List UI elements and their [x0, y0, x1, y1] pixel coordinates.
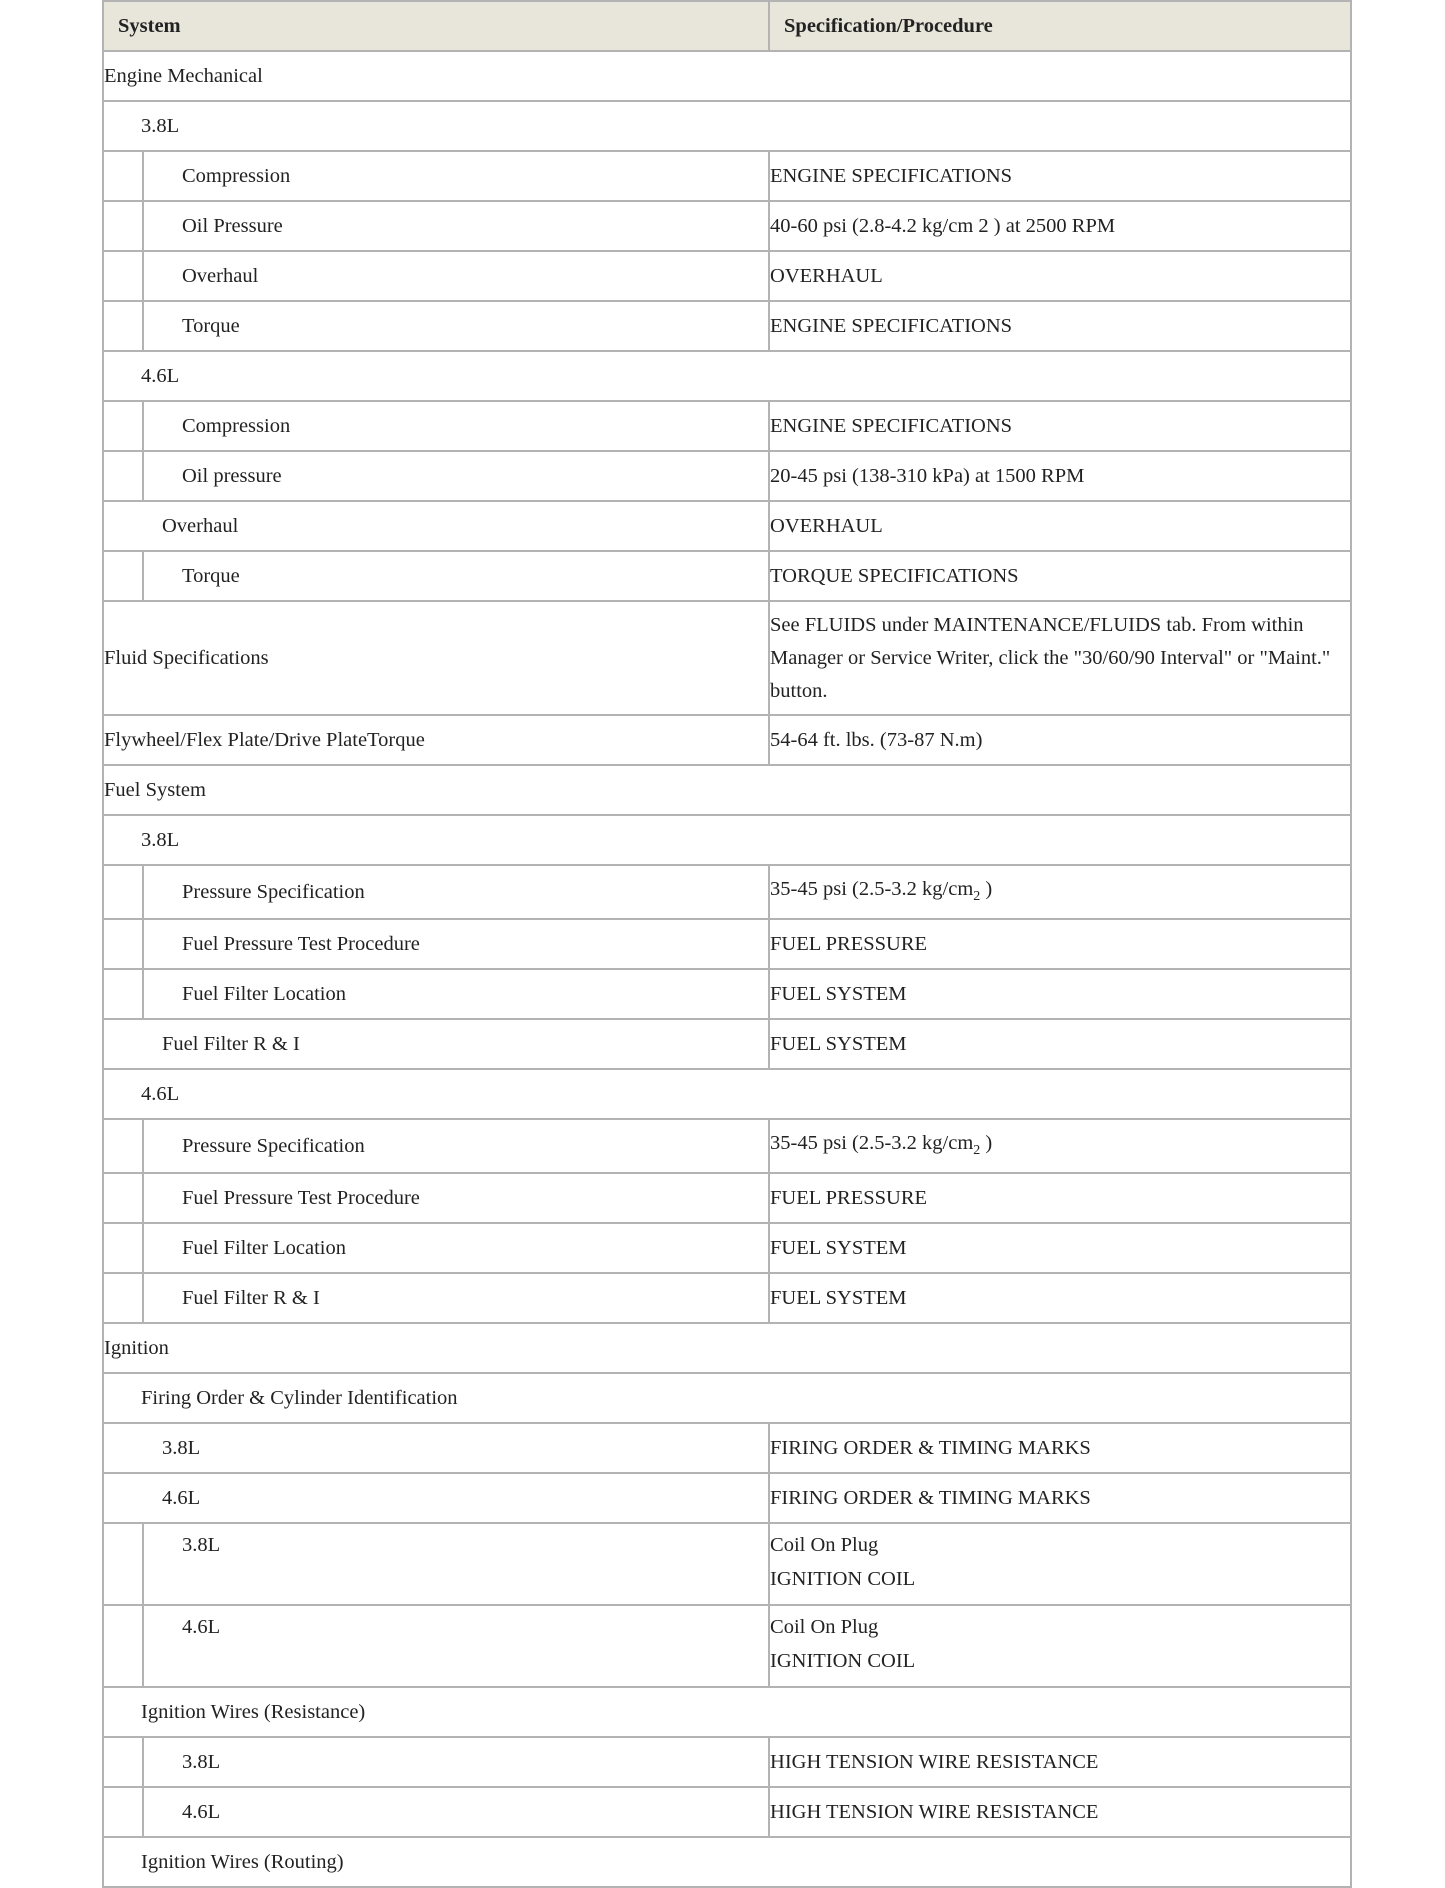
row-value-link[interactable]: TORQUE SPECIFICATIONS	[769, 551, 1351, 601]
row-value	[769, 1119, 1351, 1173]
row-label: Pressure Specification	[143, 1119, 769, 1173]
row-label: 3.8L	[143, 1523, 769, 1605]
row-value-link[interactable]: FUEL SYSTEM	[769, 1273, 1351, 1323]
subsection-4-6l: 4.6L	[103, 351, 1351, 401]
row-label: Fuel Filter Location	[143, 1223, 769, 1273]
table-header-row	[103, 1, 1351, 51]
indent-cell	[103, 451, 143, 501]
table-row	[103, 151, 1351, 201]
table-row	[103, 101, 1351, 151]
table-row	[103, 865, 1351, 919]
indent-cell	[103, 151, 143, 201]
row-value-link[interactable]: FUEL SYSTEM	[769, 1223, 1351, 1273]
row-label: 4.6L	[103, 1473, 769, 1523]
table-row	[103, 601, 1351, 715]
table-row	[103, 1737, 1351, 1787]
coil-link[interactable]: IGNITION COIL	[770, 1650, 916, 1672]
table-row	[103, 1069, 1351, 1119]
pressure-text: 35-45 psi (2.5-3.2 kg/cm	[770, 1132, 974, 1155]
coil-type: Coil On Plug	[770, 1616, 879, 1638]
row-label: Fuel Filter Location	[143, 969, 769, 1019]
table-row	[103, 51, 1351, 101]
table-row	[103, 451, 1351, 501]
table-row	[103, 1119, 1351, 1173]
row-label: Overhaul	[143, 251, 769, 301]
table-row	[103, 1687, 1351, 1737]
header-system: System	[103, 1, 769, 51]
row-value-link[interactable]: OVERHAUL	[769, 501, 1351, 551]
row-label: Fuel Pressure Test Procedure	[143, 1173, 769, 1223]
coil-type: Coil On Plug	[770, 1534, 879, 1556]
row-value-link[interactable]: FIRING ORDER & TIMING MARKS	[769, 1473, 1351, 1523]
row-label: 4.6L	[143, 1787, 769, 1837]
indent-cell	[103, 1737, 143, 1787]
table-row	[103, 1273, 1351, 1323]
row-value-link[interactable]: FUEL SYSTEM	[769, 1019, 1351, 1069]
coil-link[interactable]: IGNITION COIL	[770, 1568, 916, 1590]
row-label: Overhaul	[103, 501, 769, 551]
row-label: Fluid Specifications	[103, 601, 769, 715]
table-row	[103, 1173, 1351, 1223]
pressure-text: 35-45 psi (2.5-3.2 kg/cm	[770, 878, 974, 901]
section-fuel-system: Fuel System	[103, 765, 1351, 815]
table-row	[103, 501, 1351, 551]
table-row	[103, 765, 1351, 815]
table-row	[103, 201, 1351, 251]
table-row	[103, 1223, 1351, 1273]
table-row	[103, 1837, 1351, 1887]
indent-cell	[103, 201, 143, 251]
table-row	[103, 401, 1351, 451]
table-row	[103, 715, 1351, 765]
row-label: Oil Pressure	[143, 201, 769, 251]
indent-cell	[103, 1173, 143, 1223]
row-label: Fuel Filter R & I	[103, 1019, 769, 1069]
row-label: Compression	[143, 151, 769, 201]
row-value: 54-64 ft. lbs. (73-87 N.m)	[769, 715, 1351, 765]
indent-cell	[103, 969, 143, 1019]
subsection-firing-order: Firing Order & Cylinder Identification	[103, 1373, 1351, 1423]
indent-cell	[103, 401, 143, 451]
row-value-link[interactable]: ENGINE SPECIFICATIONS	[769, 401, 1351, 451]
indent-cell	[103, 1605, 143, 1687]
specification-table	[102, 0, 1352, 1888]
indent-cell	[103, 1273, 143, 1323]
row-label: Fuel Pressure Test Procedure	[143, 919, 769, 969]
row-value-link[interactable]: ENGINE SPECIFICATIONS	[769, 301, 1351, 351]
row-value: 40-60 psi (2.8-4.2 kg/cm 2 ) at 2500 RPM	[769, 201, 1351, 251]
row-value-link[interactable]: FUEL SYSTEM	[769, 969, 1351, 1019]
subsection-4-6l: 4.6L	[103, 1069, 1351, 1119]
table-row	[103, 1787, 1351, 1837]
row-value-link[interactable]: FUEL PRESSURE	[769, 1173, 1351, 1223]
header-specification: Specification/Procedure	[769, 1, 1351, 51]
section-ignition: Ignition	[103, 1323, 1351, 1373]
row-value	[769, 1523, 1351, 1605]
table-row	[103, 251, 1351, 301]
row-value-link[interactable]: HIGH TENSION WIRE RESISTANCE	[769, 1787, 1351, 1837]
row-value	[769, 1605, 1351, 1687]
row-label: Pressure Specification	[143, 865, 769, 919]
row-value-link[interactable]: HIGH TENSION WIRE RESISTANCE	[769, 1737, 1351, 1787]
table-row	[103, 919, 1351, 969]
row-value: 20-45 psi (138-310 kPa) at 1500 RPM	[769, 451, 1351, 501]
indent-cell	[103, 251, 143, 301]
table-row	[103, 1323, 1351, 1373]
subsection-ignition-wires-routing: Ignition Wires (Routing)	[103, 1837, 1351, 1887]
row-value-link[interactable]: FUEL PRESSURE	[769, 919, 1351, 969]
indent-cell	[103, 919, 143, 969]
section-engine-mechanical: Engine Mechanical	[103, 51, 1351, 101]
row-label: 4.6L	[143, 1605, 769, 1687]
subsection-3-8l: 3.8L	[103, 101, 1351, 151]
pressure-text-end: )	[980, 1132, 993, 1155]
row-label: Torque	[143, 551, 769, 601]
subsection-ignition-wires-resistance: Ignition Wires (Resistance)	[103, 1687, 1351, 1737]
row-value	[769, 865, 1351, 919]
indent-cell	[103, 551, 143, 601]
row-value-link[interactable]: OVERHAUL	[769, 251, 1351, 301]
indent-cell	[103, 865, 143, 919]
row-value: See FLUIDS under MAINTENANCE/FLUIDS tab. From within Manager or Service Writer, click the "30/60/90 Interval" or "Maint." button.	[769, 601, 1351, 715]
row-label: Torque	[143, 301, 769, 351]
table-row	[103, 301, 1351, 351]
pressure-subscript: 2	[973, 889, 981, 905]
row-label: 3.8L	[143, 1737, 769, 1787]
row-value-link[interactable]: FIRING ORDER & TIMING MARKS	[769, 1423, 1351, 1473]
table-row	[103, 1473, 1351, 1523]
row-label: 3.8L	[103, 1423, 769, 1473]
indent-cell	[103, 1119, 143, 1173]
row-label: Fuel Filter R & I	[143, 1273, 769, 1323]
table-row	[103, 1019, 1351, 1069]
table-row	[103, 1373, 1351, 1423]
subsection-3-8l: 3.8L	[103, 815, 1351, 865]
row-label: Compression	[143, 401, 769, 451]
table-row	[103, 1605, 1351, 1687]
row-value-link[interactable]: ENGINE SPECIFICATIONS	[769, 151, 1351, 201]
indent-cell	[103, 1523, 143, 1605]
indent-cell	[103, 301, 143, 351]
indent-cell	[103, 1787, 143, 1837]
table-row	[103, 815, 1351, 865]
pressure-text-end: )	[980, 878, 993, 901]
pressure-subscript: 2	[973, 1143, 981, 1159]
table-row	[103, 1423, 1351, 1473]
table-row	[103, 969, 1351, 1019]
table-row	[103, 551, 1351, 601]
table-row	[103, 351, 1351, 401]
row-label: Oil pressure	[143, 451, 769, 501]
indent-cell	[103, 1223, 143, 1273]
row-label: Flywheel/Flex Plate/Drive PlateTorque	[103, 715, 769, 765]
table-row	[103, 1523, 1351, 1605]
